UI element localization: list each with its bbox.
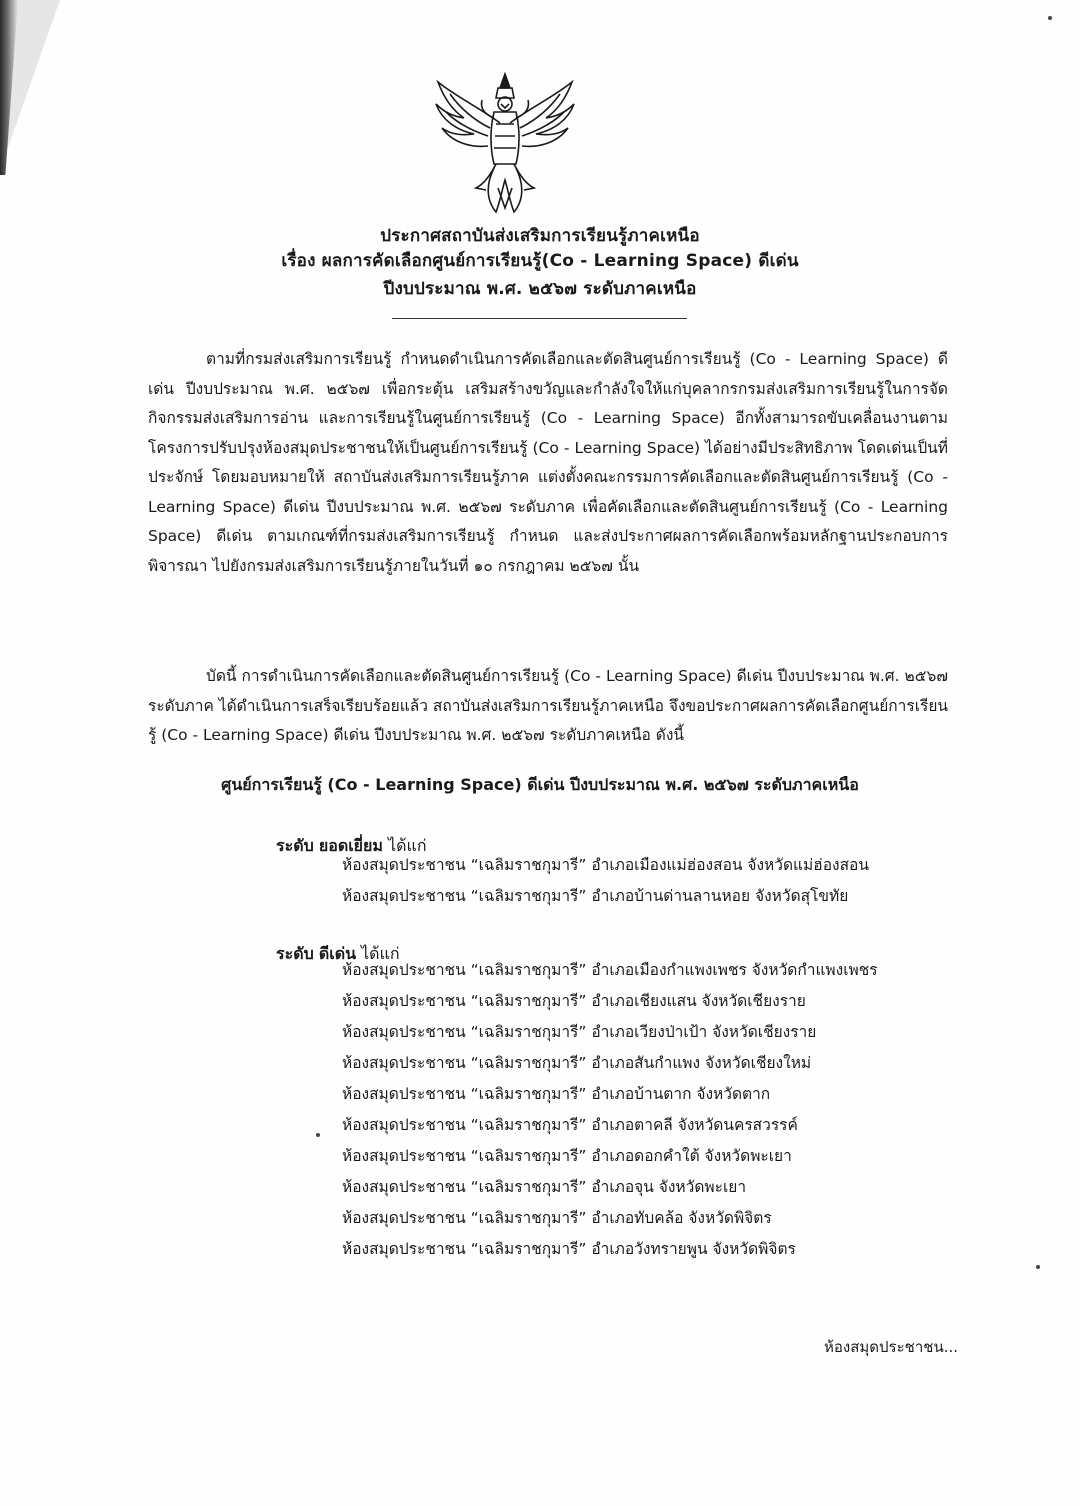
level-prefix: ระดับ — [276, 836, 314, 855]
level-prefix: ระดับ — [276, 944, 314, 963]
outstanding-list — [342, 955, 878, 1265]
list-item: ห้องสมุดประชาชน “เฉลิมราชกุมารี” อำเภอสันกำแพง จังหวัดเชียงใหม่ — [342, 1054, 812, 1072]
scan-speck — [1036, 1265, 1040, 1269]
continuation-marker: ห้องสมุดประชาชน... — [824, 1338, 958, 1356]
results-heading: ศูนย์การเรียนรู้ (Co - Learning Space) ดีเด่น ปีงบประมาณ พ.ศ. ๒๕๖๗ ระดับภาคเหนือ — [221, 775, 859, 794]
level-suffix: ได้แก่ — [361, 944, 400, 963]
list-item: ห้องสมุดประชาชน “เฉลิมราชกุมารี” อำเภอบ้านด่านลานหอย จังหวัดสุโขทัย — [342, 887, 849, 905]
list-item: ห้องสมุดประชาชน “เฉลิมราชกุมารี” อำเภอเชียงแสน จังหวัดเชียงราย — [342, 992, 806, 1010]
announcement-title: ประกาศสถาบันส่งเสริมการเรียนรู้ภาคเหนือ — [380, 226, 700, 246]
list-item: ห้องสมุดประชาชน “เฉลิมราชกุมารี” อำเภอจุน จังหวัดพะเยา — [342, 1178, 747, 1196]
list-item: ห้องสมุดประชาชน “เฉลิมราชกุมารี” อำเภอตาคลี จังหวัดนครสวรรค์ — [342, 1116, 798, 1134]
list-item: ห้องสมุดประชาชน “เฉลิมราชกุมารี” อำเภอเวียงป่าเป้า จังหวัดเชียงราย — [342, 1023, 817, 1041]
scan-speck — [316, 1133, 320, 1137]
level-suffix: ได้แก่ — [388, 836, 427, 855]
list-item: ห้องสมุดประชาชน “เฉลิมราชกุมารี” อำเภอดอกคำใต้ จังหวัดพะเยา — [342, 1147, 792, 1165]
list-item: ห้องสมุดประชาชน “เฉลิมราชกุมารี” อำเภอวังทรายพูน จังหวัดพิจิตร — [342, 1240, 796, 1258]
title-divider — [392, 318, 687, 319]
list-item: ห้องสมุดประชาชน “เฉลิมราชกุมารี” อำเภอทับคล้อ จังหวัดพิจิตร — [342, 1209, 772, 1227]
excellent-list — [342, 850, 869, 912]
announcement-subject: เรื่อง ผลการคัดเลือกศูนย์การเรียนรู้(Co - Learning Space) ดีเด่น — [281, 251, 799, 271]
body-paragraph-1: ตามที่กรมส่งเสริมการเรียนรู้ กำหนดดำเนินการคัดเลือกและตัดสินศูนย์การเรียนรู้ (Co - Learning Space) ดีเด่น ปีงบประมาณ พ.ศ. ๒๕๖๗ เพื่อกระตุ้น เสริมสร้างขวัญและกำลังใจให้แก่บุคลากรกรมส่งเสริมการเรียนรู้ในการจัดกิจกรรมส่งเสริมการอ่าน และการเรียนรู้ในศูนย์การเรียนรู้ (Co - Learning Space) อีกทั้งสามารถขับเคลื่อนงานตามโครงการปรับปรุงห้องสมุดประชาชนให้เป็นศูนย์การเรียนรู้ (Co - Learning Space) ได้อย่างมีประสิทธิภาพ โดดเด่นเป็นที่ประจักษ์ โดยมอบหมายให้ สถาบันส่งเสริมการเรียนรู้ภาค แต่งตั้งคณะกรรมการคัดเลือกและตัดสินศูนย์การเรียนรู้ (Co - Learning Space) ดีเด่น ปีงบประมาณ พ.ศ. ๒๕๖๗ ระดับภาค เพื่อคัดเลือกและตัดสินศูนย์การเรียนรู้ (Co - Learning Space) ดีเด่น ตามเกณฑ์ที่กรมส่งเสริมการเรียนรู้ กำหนด และส่งประกาศผลการคัดเลือกพร้อมหลักฐานประกอบการพิจารณา ไปยังกรมส่งเสริมการเรียนรู้ภายในวันที่ ๑๐ กรกฎาคม ๒๕๖๗ นั้น — [148, 350, 948, 575]
garuda-emblem-icon — [430, 68, 580, 218]
body-paragraph-2: บัดนี้ การดำเนินการคัดเลือกและตัดสินศูนย์การเรียนรู้ (Co - Learning Space) ดีเด่น ปีงบประมาณ พ.ศ. ๒๕๖๗ ระดับภาค ได้ดำเนินการเสร็จเรียบร้อยแล้ว สถาบันส่งเสริมการเรียนรู้ภาคเหนือ จึงขอประกาศผลการคัดเลือกศูนย์การเรียนรู้ (Co - Learning Space) ดีเด่น ปีงบประมาณ พ.ศ. ๒๕๖๗ ระดับภาคเหนือ ดังนี้ — [148, 667, 948, 744]
level-name: ดีเด่น — [318, 944, 357, 963]
announcement-fiscal-year: ปีงบประมาณ พ.ศ. ๒๕๖๗ ระดับภาคเหนือ — [383, 279, 697, 299]
level-name: ยอดเยี่ยม — [318, 836, 383, 855]
list-item: ห้องสมุดประชาชน “เฉลิมราชกุมารี” อำเภอเมืองแม่ฮ่องสอน จังหวัดแม่ฮ่องสอน — [342, 856, 869, 874]
list-item: ห้องสมุดประชาชน “เฉลิมราชกุมารี” อำเภอบ้านตาก จังหวัดตาก — [342, 1085, 771, 1103]
scan-speck — [1048, 16, 1052, 20]
list-item: ห้องสมุดประชาชน “เฉลิมราชกุมารี” อำเภอเมืองกำแพงเพชร จังหวัดกำแพงเพชร — [342, 961, 878, 979]
